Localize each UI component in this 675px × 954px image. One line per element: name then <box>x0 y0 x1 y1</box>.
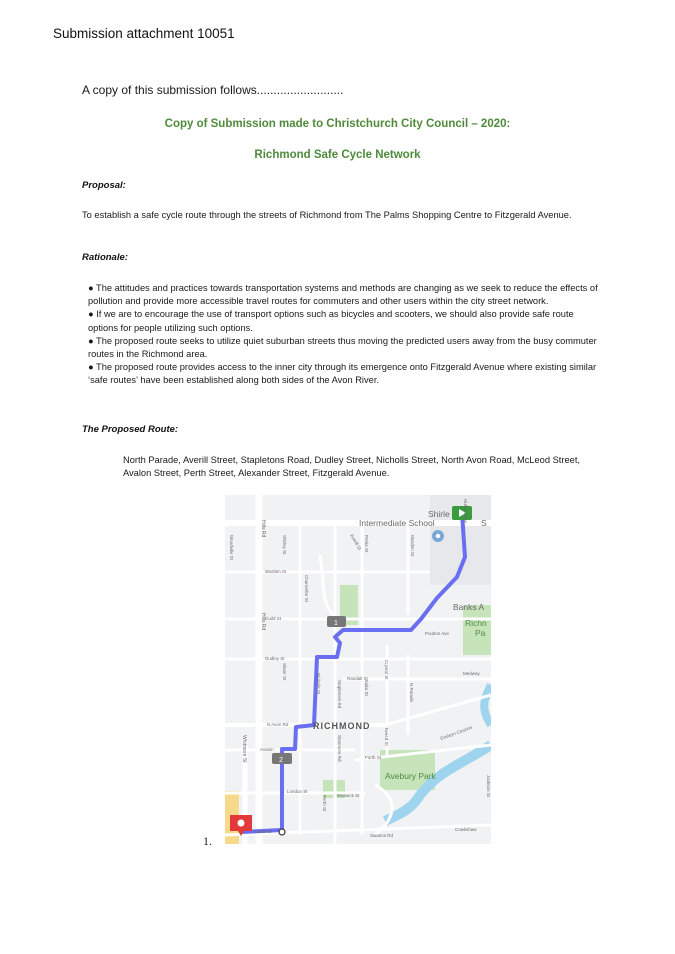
label-whitmore: Whitmore St <box>241 735 247 763</box>
route-end-dot <box>279 829 285 835</box>
label-london: London St <box>287 789 308 794</box>
label-cowles: Cowlishaw <box>455 827 477 832</box>
label-petrie: Petrie St <box>364 535 369 553</box>
rationale-bullet: ● The attitudes and practices towards transportation systems and methods are changing as we seek to reduce the effects of pollution and provide more accessible travel routes for commuters and other users within the city street network. <box>88 283 598 307</box>
label-parade: N Parade <box>409 683 414 703</box>
route-map-svg <box>225 495 491 844</box>
label-woodville: Woodville St <box>229 535 234 560</box>
label-avebury-park: Avebury Park <box>385 771 436 781</box>
label-crystal: Crystal St <box>384 660 389 680</box>
label-richmond-park-2: Pa <box>475 628 486 638</box>
label-jackson: Jackson St <box>486 775 491 798</box>
figure-number: 1. <box>203 834 212 848</box>
label-alexander: Averill St <box>254 829 272 834</box>
label-school-2: Intermediate School <box>359 518 435 528</box>
label-chancellor: Chancellor St <box>304 575 309 603</box>
label-n-avon: N Avon Rd <box>267 722 289 727</box>
label-warden-st-2: Warden St <box>410 535 415 557</box>
label-richmond: RICHMOND <box>313 721 371 731</box>
marker-1-label: 1 <box>334 620 338 627</box>
route-map <box>225 495 491 844</box>
end-marker-dot <box>238 820 245 827</box>
rationale-heading: Rationale: <box>82 252 128 263</box>
rationale-list <box>88 282 602 388</box>
route-text: North Parade, Averill Street, Stapletons Road, Dudley Street, Nicholls Street, North Avon Road, McLeod Street, Avalon Street, Perth Street, Alexander Street, Fitzgerald Avenue. <box>123 455 580 479</box>
label-banks: Banks A <box>453 602 485 612</box>
label-guild-st: Guild St <box>265 616 282 621</box>
route-heading: The Proposed Route: <box>82 424 179 435</box>
label-medway: Medway <box>463 671 480 676</box>
label-poulton: Poulton Ave <box>425 631 449 636</box>
label-dudley-st: Dudley St <box>265 656 285 661</box>
label-randall-st: Randall St <box>347 676 368 681</box>
label-swanns: Swanns Rd <box>370 833 394 838</box>
marker-2-label: 2 <box>279 757 283 764</box>
label-s: S <box>481 518 487 528</box>
label-kaka: Kaka St <box>364 680 369 696</box>
label-eveleyn: Eveleyn Couzins <box>439 724 473 741</box>
rationale-bullet: ● The proposed route seeks to utilize quiet suburban streets thus moving the predicted users away from the busy commuter routes in the Richmond area. <box>88 335 597 360</box>
label-hills-rd: Hills Rd <box>260 520 266 538</box>
label-perth: Perth St <box>322 795 327 812</box>
label-hills-rd-2: Hills Rd <box>260 613 266 631</box>
rationale-bullet: ● If we are to encourage the use of transport options such as bicycles and scooters, we should also provide safe route options for people utilizing such options. <box>88 309 574 333</box>
label-warwick: Warwick St <box>337 793 360 798</box>
intro-line: A copy of this submission follows.......................... <box>82 83 344 97</box>
proposal-heading: Proposal: <box>82 180 126 191</box>
label-stapletons: Stapletons Rd <box>337 680 342 709</box>
proposal-text: To establish a safe cycle route through the streets of Richmond from The Palms Shopping Centre to Fitzgerald Avenue. <box>82 210 572 220</box>
label-hulverstone: Hulverstone <box>463 499 468 524</box>
label-forth: Forth St <box>365 755 382 760</box>
document-title: Copy of Submission made to Christchurch City Council – 2020: <box>164 118 511 130</box>
label-stanmore: Stanmore Rd <box>337 735 342 762</box>
rationale-bullet: ● The proposed route provides access to the inner city through its emergence onto Fitzgerald Avenue where existing similar ‘safe routes’ have been established along both sides of the Avon River. <box>88 362 597 386</box>
label-shirley: Shirley St <box>282 535 287 555</box>
document-subtitle: Richmond Safe Cycle Network <box>254 149 421 161</box>
label-slater: Slater St <box>282 663 287 681</box>
label-school: Shirle <box>428 509 450 519</box>
label-richmond-park: Richn <box>465 618 487 628</box>
label-avalon: Avalon <box>260 747 274 752</box>
label-nicholls: Nicholls St <box>316 673 321 695</box>
label-tweed: Tweed St <box>384 727 389 746</box>
label-warden-st: Warden St <box>265 569 287 574</box>
page-header: Submission attachment 10051 <box>53 26 235 41</box>
label-averill: Averill St <box>349 533 363 551</box>
